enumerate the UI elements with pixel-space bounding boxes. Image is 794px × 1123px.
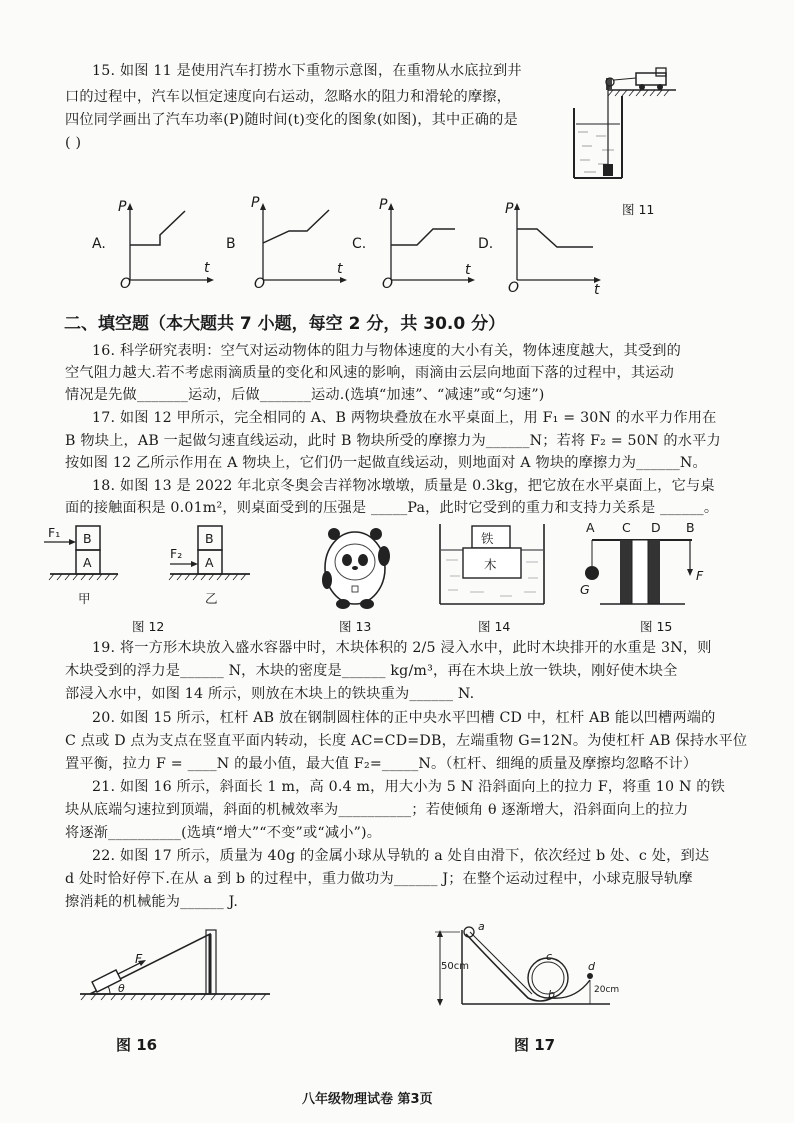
figure-11-diagram: [568, 60, 678, 185]
axis-t-b: t: [337, 261, 343, 277]
fig15-label-f: F: [696, 568, 704, 583]
option-b-label: B: [226, 236, 236, 252]
figures-12-15: [40, 520, 740, 630]
option-d-label: D.: [478, 236, 494, 252]
fig14-label-wood: 木: [484, 557, 497, 572]
q16-line-3: 情况是先做_______运动，后做_______运动.(选填“加速”、“减速”或“匀速”): [65, 387, 545, 403]
option-c-graph: [388, 203, 475, 283]
q22-line-1: 22. 如图 17 所示，质量为 40g 的金属小球从导轨的 a 处自由滑下，依次经过 b 处、c 处，到达: [92, 848, 710, 864]
q19-line-3: 部浸入水中，如图 14 所示，则放在木块上的铁块重为______ N.: [65, 686, 475, 702]
axis-o-c: O: [382, 276, 394, 292]
q18-line-1: 18. 如图 13 是 2022 年北京冬奥会吉祥物冰墩墩，质量是 0.3kg，把它放在水平桌面上，它与桌: [92, 478, 715, 494]
fig16-label-theta: θ: [118, 982, 125, 995]
q15-line-1: 15. 如图 11 是使用汽车打捞水下重物示意图，在重物从水底拉到井: [92, 63, 522, 79]
fig15-label-g: G: [580, 582, 590, 597]
q18-line-2: 面的接触面积是 0.01m²，则桌面受到的压强是 _____Pa，此时它受到的重力和支持力关系是 ______。: [65, 500, 719, 516]
fig12-label-f2: F₂: [170, 546, 183, 561]
fig12-label-f1: F₁: [48, 525, 61, 540]
q16-line-2: 空气阻力越大.若不考虑雨滴质量的变化和风速的影响，雨滴由云层向地面下落的过程中，其运动: [65, 365, 674, 381]
figure-16-caption: 图 16: [116, 1036, 158, 1054]
option-b-graph: [260, 203, 347, 283]
figure-11-caption: 图 11: [622, 202, 655, 217]
axis-p-c: P: [379, 197, 388, 213]
fig17-label-d: d: [588, 960, 595, 973]
q15-line-3: 四位同学画出了汽车功率(P)随时间(t)变化的图象(如图)，其中正确的是: [65, 112, 518, 128]
figure-14-caption: 图 14: [478, 619, 511, 634]
option-c-label: C.: [352, 236, 367, 252]
axis-t-c: t: [465, 262, 471, 278]
q19-line-2: 木块受到的浮力是______ N，木块的密度是______ kg/m³，再在木块上放一铁块，刚好使木块全: [65, 663, 678, 679]
page-footer: 八年级物理试卷 第3页: [302, 1092, 433, 1107]
figure-13-mascot: [322, 528, 390, 609]
axis-o-b: O: [254, 276, 266, 292]
q21-line-2: 块从底端匀速拉到顶端，斜面的机械效率为__________；若使倾角 θ 逐渐增大，沿斜面向上的拉力: [65, 802, 689, 818]
figure-15-caption: 图 15: [640, 619, 673, 634]
figure-15-lever: [585, 540, 693, 604]
q17-line-2: B 物块上，AB 一起做匀速直线运动，此时 B 物块所受的摩擦力为______N；若将 F₂ = 50N 的水平力: [65, 433, 721, 449]
fig15-label-d: D: [651, 520, 661, 535]
q21-line-1: 21. 如图 16 所示，斜面长 1 m，高 0.4 m，用大小为 5 N 沿斜面向上的拉力 F，将重 10 N 的铁: [92, 779, 726, 795]
q17-line-1: 17. 如图 12 甲所示，完全相同的 A、B 两物块叠放在水平桌面上，用 F₁ = 30N 的水平力作用在: [92, 410, 717, 426]
option-a-label: A.: [92, 236, 106, 252]
fig12-yi-label-a: A: [205, 555, 214, 570]
q15-line-2: 口的过程中，汽车以恒定速度向右运动，忽略水的阻力和滑轮的摩擦，: [65, 89, 512, 105]
fig12-label-a: A: [83, 555, 92, 570]
section-2-title: 二、填空题（本大题共 7 小题，每空 2 分，共 30.0 分）: [64, 314, 506, 334]
option-d-graph: [514, 203, 601, 283]
fig12-yi-label-b: B: [205, 531, 214, 546]
option-a-graph: [127, 203, 214, 283]
q20-line-3: 置平衡，拉力 F = ____N 的最小值，最大值 F₂=_____N。（杠杆、细绳的质量及摩擦均忽略不计）: [65, 756, 698, 772]
fig17-label-50cm: 50cm: [441, 961, 469, 972]
fig12-label-b: B: [83, 531, 92, 546]
q20-line-1: 20. 如图 15 所示，杠杆 AB 放在钢制圆柱体的正中央水平凹槽 CD 中，杠杆 AB 能以凹槽两端的: [92, 710, 716, 726]
figures-16-17: [70, 920, 630, 1020]
q21-line-3: 将逐渐__________(选填“增大”“不变”或“减小”)。: [65, 825, 382, 841]
axis-o-a: O: [120, 276, 132, 292]
q19-line-1: 19. 将一方形木块放入盛水容器中时，木块体积的 2/5 浸入水中，此时木块排开的水重是 3N，则: [92, 640, 712, 656]
fig17-label-20cm: 20cm: [594, 985, 620, 995]
fig15-label-b: B: [686, 520, 695, 535]
q17-line-3: 按如图 12 乙所示作用在 A 物块上，它们仍一起做直线运动，则地面对 A 物块的摩擦力为______N。: [65, 455, 707, 471]
q22-line-3: 擦消耗的机械能为______ J.: [65, 894, 239, 910]
figure-17-caption: 图 17: [514, 1036, 556, 1054]
fig17-label-a: a: [478, 920, 485, 933]
q20-line-2: C 点或 D 点为支点在竖直平面内转动，长度 AC=CD=DB，左端重物 G=12N。为使杠杆 AB 保持水平位: [65, 733, 748, 749]
axis-t-a: t: [204, 260, 210, 276]
q22-line-2: d 处时恰好停下.在从 a 到 b 的过程中，重力做功为______ J；在整个运动过程中，小球克服导轨摩: [65, 871, 693, 887]
axis-p-b: P: [251, 195, 260, 211]
axis-t-d: t: [594, 282, 600, 298]
fig16-label-f: F: [135, 951, 143, 966]
figure-12-caption: 图 12: [132, 619, 165, 634]
figure-13-caption: 图 13: [339, 619, 372, 634]
fig14-label-iron: 铁: [481, 531, 494, 546]
axis-p-d: P: [505, 201, 514, 217]
fig12-yi: 乙: [205, 591, 218, 606]
q16-line-1: 16. 科学研究表明：空气对运动物体的阻力与物体速度的大小有关，物体速度越大，其受到的: [92, 343, 681, 359]
fig15-label-a: A: [586, 520, 595, 535]
fig17-label-b: b: [548, 988, 555, 1001]
fig12-jia: 甲: [78, 591, 91, 606]
axis-p-a: P: [118, 199, 127, 215]
q15-answer-blank: ( ): [65, 135, 82, 151]
fig15-label-c: C: [622, 520, 631, 535]
fig17-label-c: c: [546, 950, 553, 963]
axis-o-d: O: [508, 280, 520, 296]
figure-16-incline: [80, 930, 270, 1000]
